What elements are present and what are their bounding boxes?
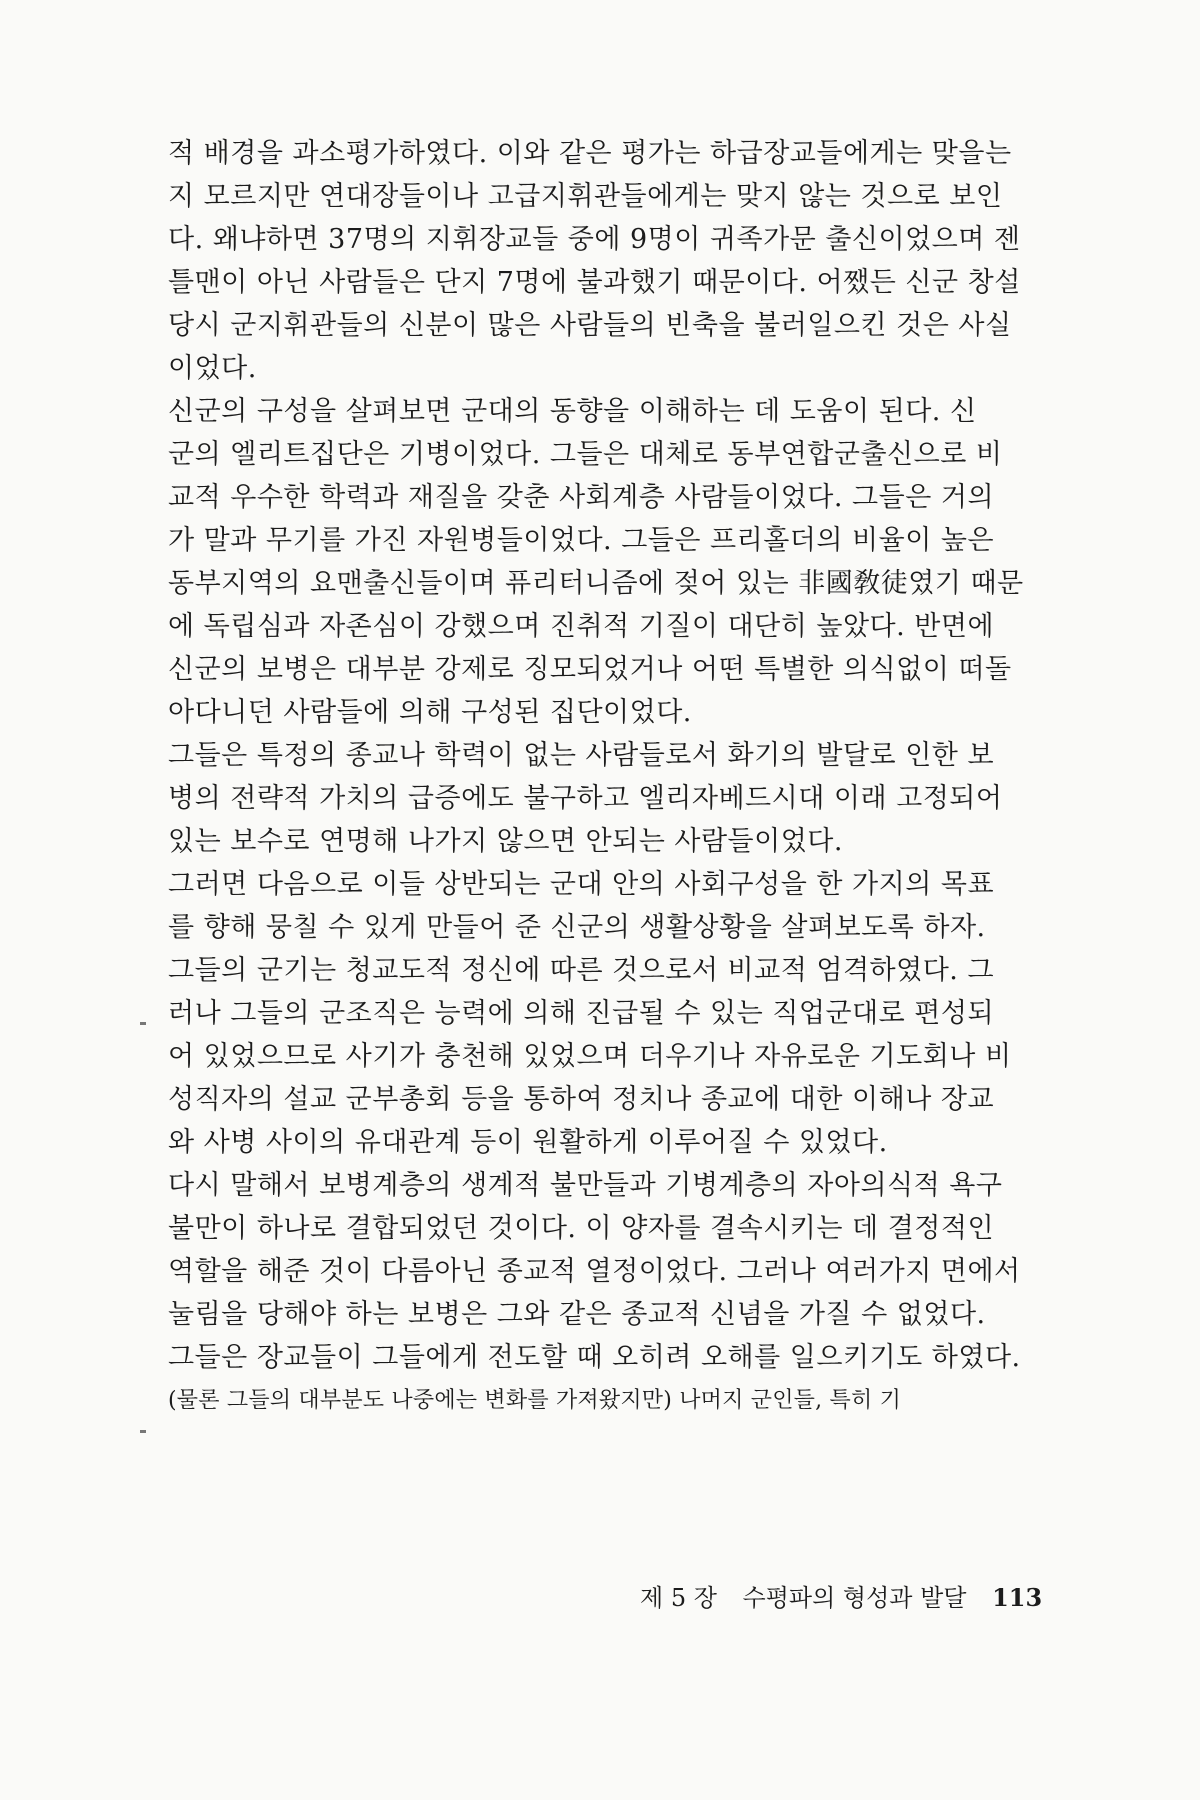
text-line: 와 사병 사이의 유대관계 등이 원활하게 이루어질 수 있었다. — [168, 1127, 888, 1158]
text-line: 어 있었으므로 사기가 충천해 있었으며 더우기나 자유로운 기도회나 비 — [168, 1041, 1012, 1072]
text-line: 아다니던 사람들에 의해 구성된 집단이었다. — [168, 697, 692, 728]
text-line: 있는 보수로 연명해 나가지 않으면 안되는 사람들이었다. — [168, 826, 843, 857]
text-line: 신군의 보병은 대부분 강제로 징모되었거나 어떤 특별한 의식없이 떠돌 — [168, 654, 1012, 685]
text-line: 러나 그들의 군조직은 능력에 의해 진급될 수 있는 직업군대로 편성되 — [168, 998, 995, 1029]
text-line: 당시 군지휘관들의 신분이 많은 사람들의 빈축을 불러일으킨 것은 사실 — [168, 310, 1012, 341]
scan-mark — [140, 1022, 146, 1025]
text-line: 다시 말해서 보병계층의 생계적 불만들과 기병계층의 자아의식적 욕구 — [168, 1170, 1003, 1201]
text-line: 지 모르지만 연대장들이나 고급지휘관들에게는 맞지 않는 것으로 보인 — [168, 181, 1003, 212]
text-line: 그러면 다음으로 이들 상반되는 군대 안의 사회구성을 한 가지의 목표 — [168, 869, 995, 900]
text-line: (물론 그들의 대부분도 나중에는 변화를 가져왔지만) 나머지 군인들, 특히 기 — [168, 1388, 902, 1413]
text-line: 틀맨이 아닌 사람들은 단지 7명에 불과했기 때문이다. 어쨌든 신군 창설 — [168, 267, 1021, 298]
text-line: 그들의 군기는 청교도적 정신에 따른 것으로서 비교적 엄격하였다. 그 — [168, 955, 995, 986]
text-line: 그들은 장교들이 그들에게 전도할 때 오히려 오해를 일으키기도 하였다. — [168, 1342, 1021, 1373]
body-text — [168, 132, 1068, 1422]
text-line: 신군의 구성을 살펴보면 군대의 동향을 이해하는 데 도움이 된다. 신 — [168, 396, 977, 427]
footer-chapter-title: 수평파의 형성과 발달 — [742, 1584, 967, 1612]
text-line: 가 말과 무기를 가진 자원병들이었다. 그들은 프리홀더의 비율이 높은 — [168, 525, 995, 556]
text-line: 병의 전략적 가치의 급증에도 불구하고 엘리자베드시대 이래 고정되어 — [168, 783, 1003, 814]
text-line: 역할을 해준 것이 다름아닌 종교적 열정이었다. 그러나 여러가지 면에서 — [168, 1256, 1021, 1287]
text-line: 군의 엘리트집단은 기병이었다. 그들은 대체로 동부연합군출신으로 비 — [168, 439, 1003, 470]
text-line: 다. 왜냐하면 37명의 지휘장교들 중에 9명이 귀족가문 출신이었으며 젠 — [168, 224, 1021, 255]
text-line: 이었다. — [168, 353, 257, 384]
footer-chapter: 제 5 장 — [640, 1584, 717, 1612]
scan-mark — [140, 1430, 146, 1433]
text-line: 적 배경을 과소평가하였다. 이와 같은 평가는 하급장교들에게는 맞을는 — [168, 138, 1012, 169]
running-footer — [640, 1578, 1080, 1613]
text-line: 불만이 하나로 결합되었던 것이다. 이 양자를 결속시키는 데 결정적인 — [168, 1213, 995, 1244]
text-line: 성직자의 설교 군부총회 등을 통하여 정치나 종교에 대한 이해나 장교 — [168, 1084, 995, 1115]
page-number: 113 — [992, 1583, 1043, 1612]
text-line: 교적 우수한 학력과 재질을 갖춘 사회계층 사람들이었다. 그들은 거의 — [168, 482, 995, 513]
text-line: 동부지역의 요맨출신들이며 퓨리터니즘에 젖어 있는 非國敎徒였기 때문 — [168, 568, 1024, 599]
text-line: 그들은 특정의 종교나 학력이 없는 사람들로서 화기의 발달로 인한 보 — [168, 740, 995, 771]
text-line: 에 독립심과 자존심이 강했으며 진취적 기질이 대단히 높았다. 반면에 — [168, 611, 995, 642]
text-line: 를 향해 뭉칠 수 있게 만들어 준 신군의 생활상황을 살펴보도록 하자. — [168, 912, 986, 943]
text-line: 눌림을 당해야 하는 보병은 그와 같은 종교적 신념을 가질 수 없었다. — [168, 1299, 986, 1330]
